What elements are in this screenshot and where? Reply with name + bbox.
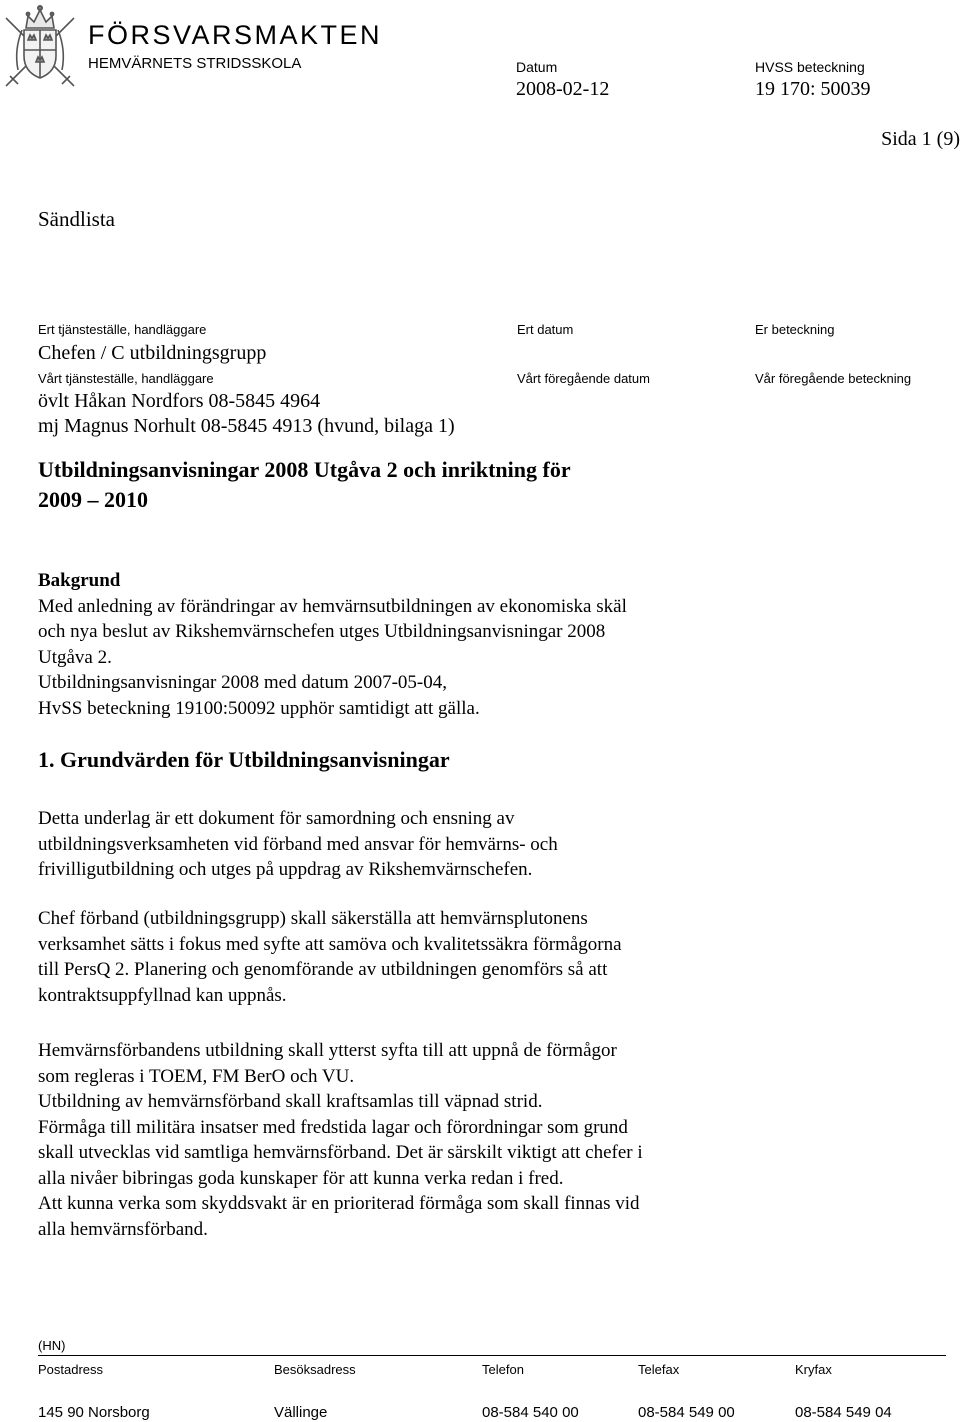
bakgrund-line: Utgåva 2. (38, 646, 112, 668)
postadress-value: 145 90 Norsborg (38, 1404, 150, 1421)
org-name: FÖRSVARSMAKTEN (88, 20, 383, 50)
paragraph-line: Hemvärnsförbandens utbildning skall ytterst syfta till att uppnå de förmågor (38, 1040, 617, 1061)
kryfax-label: Kryfax (795, 1362, 832, 1377)
crest-icon (0, 0, 80, 92)
org-unit: HEMVÄRNETS STRIDSSKOLA (88, 55, 302, 72)
page-number: Sida 1 (9) (881, 128, 960, 150)
datum-value: 2008-02-12 (516, 78, 610, 100)
paragraph-line: skall utvecklas vid samtliga hemvärnsförband. Det är särskilt viktigt att chefer i (38, 1142, 643, 1163)
ert-value: Chefen / C utbildningsgrupp (38, 342, 267, 364)
bakgrund-title: Bakgrund (38, 570, 121, 591)
section-1-title: 1. Grundvärden för Utbildningsanvisningar (38, 747, 450, 772)
vart-datum-label: Vårt föregående datum (517, 371, 650, 386)
datum-label: Datum (516, 59, 558, 75)
var-beteckning-label: Vår föregående beteckning (755, 371, 912, 386)
document-title-line-2: 2009 – 2010 (38, 487, 148, 512)
bakgrund-section (38, 568, 918, 721)
besoksadress-label: Besöksadress (274, 1362, 356, 1377)
paragraph-line: Utbildning av hemvärnsförband skall kraftsamlas till väpnad strid. (38, 1091, 543, 1112)
paragraph-line: verksamhet sätts i fokus med syfte att samöva och kvalitetssäkra förmågorna (38, 933, 622, 955)
footer-code: (HN) (38, 1338, 66, 1353)
paragraph-line: alla hemvärnsförband. (38, 1218, 208, 1240)
bakgrund-line: Utbildningsanvisningar 2008 med datum 2007-05-04, (38, 672, 447, 693)
bakgrund-line: Med anledning av förändringar av hemvärnsutbildningen av ekonomiska skäl (38, 595, 627, 617)
paragraph-1 (38, 806, 918, 883)
paragraph-3 (38, 1038, 918, 1242)
bakgrund-line: HvSS beteckning 19100:50092 upphör samtidigt att gälla. (38, 697, 480, 719)
recipient-title: Sändlista (38, 207, 115, 231)
postadress-label: Postadress (38, 1362, 104, 1377)
paragraph-2 (38, 906, 918, 1008)
paragraph-line: utbildningsverksamheten vid förband med ansvar för hemvärns- och (38, 833, 558, 855)
telefon-value: 08-584 540 00 (482, 1404, 579, 1421)
beteckning-label: HVSS beteckning (755, 59, 865, 75)
paragraph-line: frivilligutbildning och utges på uppdrag av Rikshemvärnschefen. (38, 859, 533, 880)
paragraph-line: Förmåga till militära insatser med fredstida lagar och förordningar som grund (38, 1116, 628, 1138)
footer-divider (38, 1355, 946, 1356)
ert-label: Ert tjänsteställe, handläggare (38, 322, 207, 337)
besoksadress-value: Vällinge (274, 1404, 328, 1421)
paragraph-line: till PersQ 2. Planering och genomförande av utbildningen genomförs så att (38, 959, 608, 980)
paragraph-line: Chef förband (utbildningsgrupp) skall säkerställa att hemvärnsplutonens (38, 908, 588, 929)
ert-datum-label: Ert datum (517, 322, 574, 337)
paragraph-line: Detta underlag är ett dokument för samordning och ensning av (38, 808, 515, 829)
paragraph-line: Att kunna verka som skyddsvakt är en prioriterad förmåga som skall finnas vid (38, 1193, 640, 1214)
beteckning-value: 19 170: 50039 (755, 78, 871, 100)
er-beteckning-label: Er beteckning (755, 322, 835, 337)
kryfax-value: 08-584 549 04 (795, 1404, 892, 1421)
telefon-label: Telefon (482, 1362, 524, 1377)
telefax-label: Telefax (638, 1362, 680, 1377)
paragraph-line: kontraktsuppfyllnad kan uppnås. (38, 984, 287, 1006)
paragraph-line: som regleras i TOEM, FM BerO och VU. (38, 1065, 355, 1087)
handlaggare-2: mj Magnus Norhult 08-5845 4913 (hvund, bilaga 1) (38, 415, 455, 437)
bakgrund-line: och nya beslut av Rikshemvärnschefen utges Utbildningsanvisningar 2008 (38, 621, 606, 642)
vart-label: Vårt tjänsteställe, handläggare (38, 371, 214, 386)
telefax-value: 08-584 549 00 (638, 1404, 735, 1421)
document-title-line-1: Utbildningsanvisningar 2008 Utgåva 2 och inriktning för (38, 457, 571, 482)
handlaggare-1: övlt Håkan Nordfors 08-5845 4964 (38, 390, 321, 412)
paragraph-line: alla nivåer bibringas goda kunskaper för att kunna verka redan i fred. (38, 1167, 564, 1189)
